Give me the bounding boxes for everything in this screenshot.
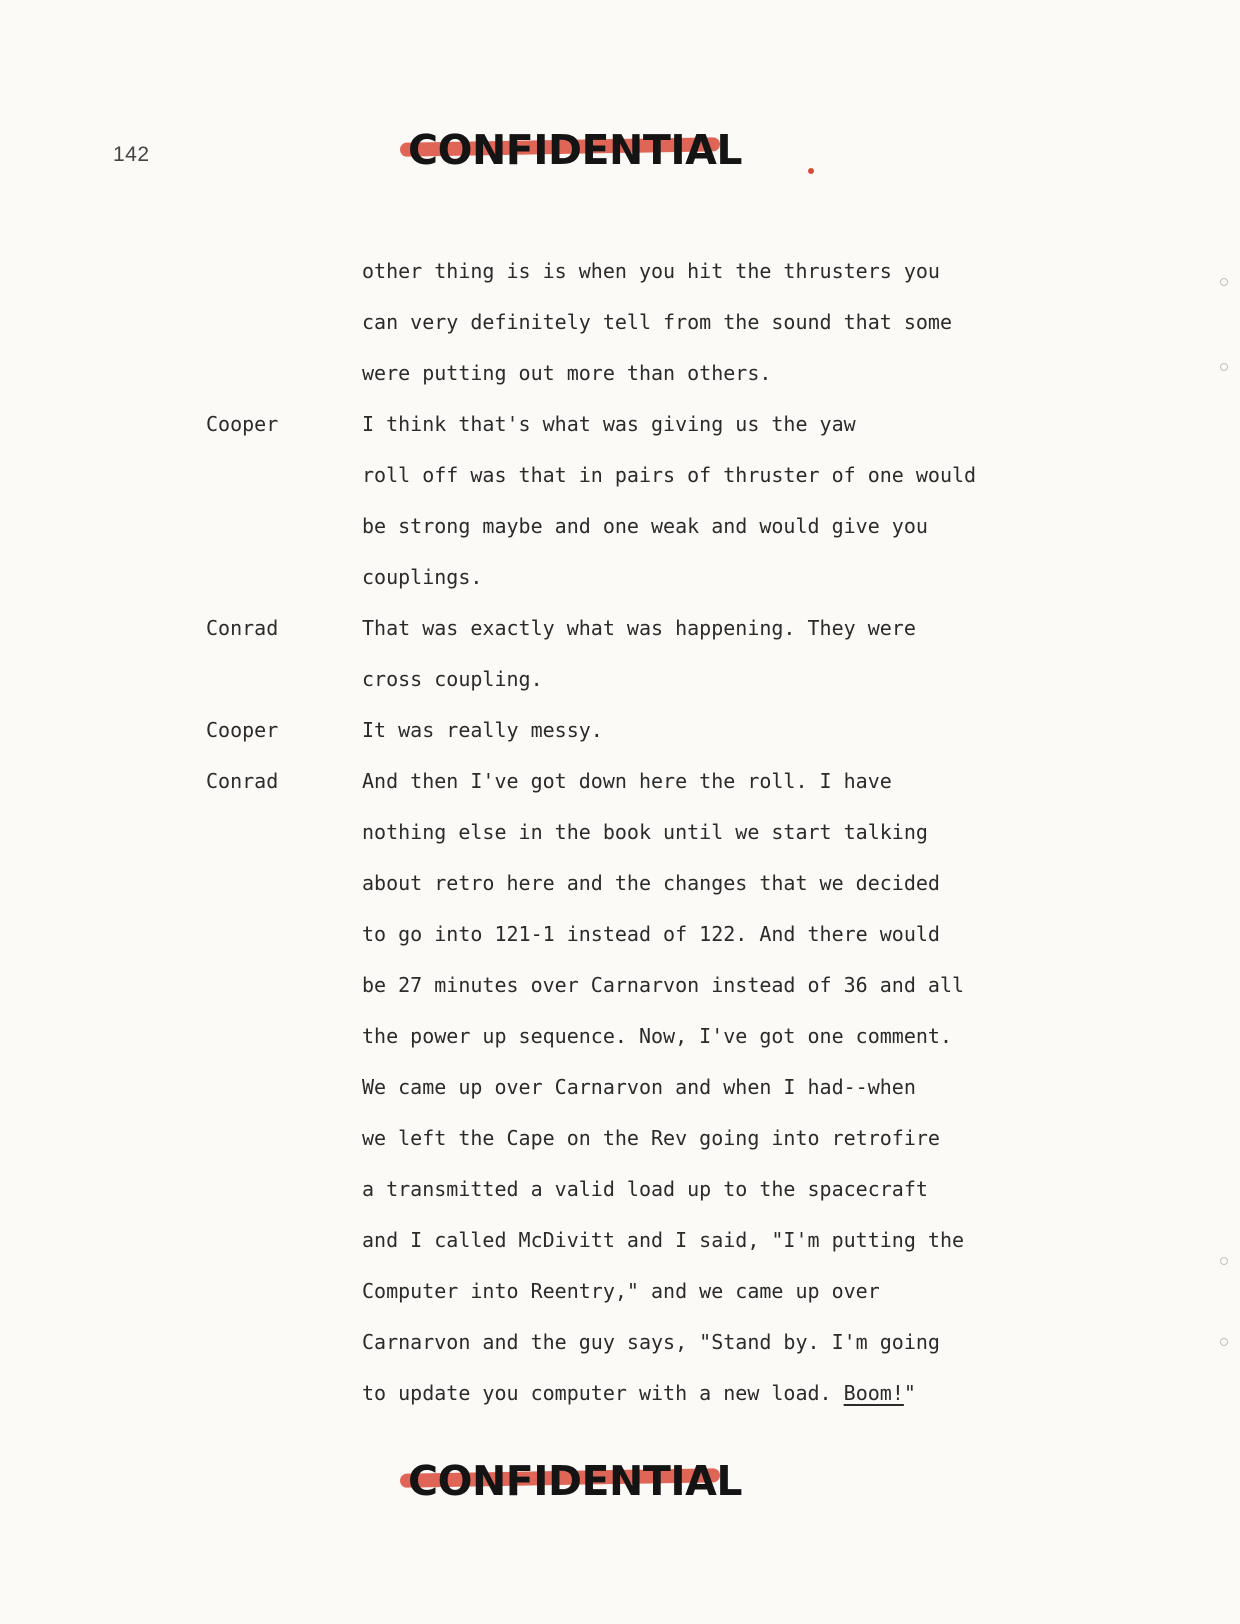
line-text: to go into 121-1 instead of 122. And there would (362, 922, 940, 946)
transcript-line (0, 246, 1240, 297)
margin-mark (1220, 278, 1228, 286)
transcript-line (0, 858, 1240, 909)
red-ink-dot (808, 168, 814, 174)
line-text (362, 1378, 916, 1408)
line-text: It was really messy. (362, 718, 603, 742)
line-text: That was exactly what was happening. They were (362, 616, 916, 640)
line-text: nothing else in the book until we start talking (362, 820, 928, 844)
transcript-line-last (0, 1368, 1240, 1419)
line-text-main: to update you computer with a new load. (362, 1381, 832, 1405)
transcript-line (0, 1011, 1240, 1062)
speaker-label: Cooper (206, 718, 279, 742)
transcript-line (0, 1317, 1240, 1368)
line-text: about retro here and the changes that we decided (362, 871, 940, 895)
transcript-line (0, 1062, 1240, 1113)
transcript-line (0, 297, 1240, 348)
transcript-line (0, 654, 1240, 705)
speaker-label: Cooper (206, 412, 279, 436)
confidential-stamp-top (400, 122, 742, 182)
transcript-line (0, 1164, 1240, 1215)
emphasized-word: Boom! (843, 1381, 904, 1405)
transcript-line (0, 603, 1240, 654)
confidential-label-top: CONFIDENTIAL (408, 126, 742, 174)
confidential-stamp-bottom (400, 1453, 742, 1513)
line-text: the power up sequence. Now, I've got one comment. (362, 1024, 953, 1048)
margin-mark (1220, 1338, 1228, 1346)
line-text: Carnarvon and the guy says, "Stand by. I'm going (362, 1330, 940, 1354)
transcript-line (0, 501, 1240, 552)
margin-mark (1220, 1257, 1228, 1265)
transcript-line (0, 909, 1240, 960)
line-text: couplings. (362, 565, 483, 589)
line-text: Computer into Reentry," and we came up over (362, 1279, 880, 1303)
transcript-line (0, 705, 1240, 756)
transcript-line (0, 1266, 1240, 1317)
line-text: be 27 minutes over Carnarvon instead of 36 and all (362, 973, 965, 997)
speaker-label: Conrad (206, 616, 279, 640)
closing-quote: " (903, 1381, 916, 1405)
transcript-line (0, 807, 1240, 858)
line-text: can very definitely tell from the sound that some (362, 310, 953, 334)
transcript-line (0, 960, 1240, 1011)
line-text: I think that's what was giving us the yaw (362, 412, 856, 436)
line-text: be strong maybe and one weak and would give you (362, 514, 928, 538)
line-text: and I called McDivitt and I said, "I'm putting the (362, 1228, 965, 1252)
transcript-line (0, 1215, 1240, 1266)
transcript-line (0, 399, 1240, 450)
line-text: And then I've got down here the roll. I have (362, 769, 892, 793)
line-text: cross coupling. (362, 667, 543, 691)
transcript-line (0, 450, 1240, 501)
line-text: were putting out more than others. (362, 361, 772, 385)
line-text: other thing is is when you hit the thrusters you (362, 259, 940, 283)
line-text: a transmitted a valid load up to the spacecraft (362, 1177, 928, 1201)
transcript-line (0, 348, 1240, 399)
page-number: 142 (113, 143, 150, 166)
confidential-label-bottom: CONFIDENTIAL (408, 1457, 742, 1505)
line-text: We came up over Carnarvon and when I had--when (362, 1075, 916, 1099)
line-text: roll off was that in pairs of thruster of one would (362, 463, 977, 487)
speaker-label: Conrad (206, 769, 279, 793)
line-text: we left the Cape on the Rev going into retrofire (362, 1126, 940, 1150)
transcript-line (0, 756, 1240, 807)
transcript-line (0, 552, 1240, 603)
transcript-line (0, 1113, 1240, 1164)
margin-mark (1220, 363, 1228, 371)
